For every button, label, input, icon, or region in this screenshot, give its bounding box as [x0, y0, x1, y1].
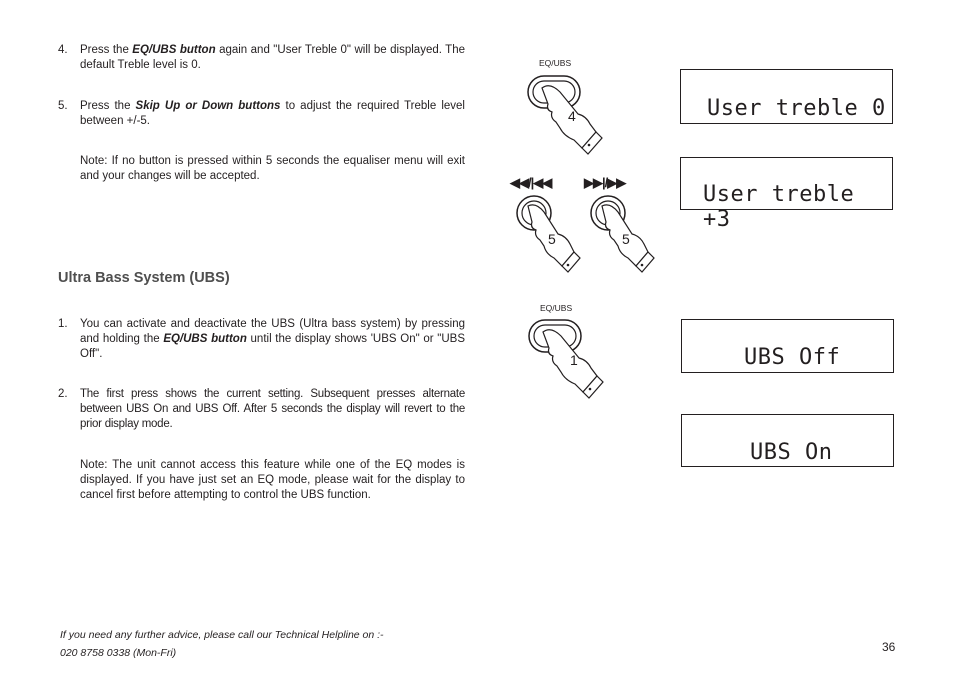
footer-helpline-text: If you need any further advice, please call our Technical Helpline on :- — [60, 629, 384, 641]
page-number: 36 — [882, 640, 896, 654]
lcd-text: UBS On — [750, 440, 833, 465]
eq-ubs-button-hand-icon — [521, 314, 611, 399]
eq-ubs-button-hand-icon — [520, 70, 610, 155]
lcd-text: User treble 0 — [707, 96, 886, 121]
note-text: Note: If no button is pressed within 5 seconds the equaliser menu will exit and your changes will be accepted. — [80, 155, 465, 183]
step-text-part: The first press shows the current setting. Subsequent presses alternate between UBS On and UBS Off. After 5 seconds the display will revert to the prior display mode. — [80, 388, 465, 431]
skip-down-label: ◀◀/|◀◀ — [510, 175, 552, 190]
step-text-part: Press the — [80, 100, 136, 112]
eq-ubs-label: EQ/UBS — [539, 58, 572, 68]
step-text-part: to adjust the required Treble level between +/-5. — [80, 100, 465, 128]
section-heading: Ultra Bass System (UBS) — [58, 270, 230, 286]
step-number-callout: 1 — [570, 352, 578, 368]
step-text — [80, 99, 465, 129]
step-text-bold: Skip Up or Down buttons — [135, 100, 281, 112]
lcd-text: UBS Off — [744, 345, 841, 370]
lcd-display — [681, 414, 894, 467]
step-number: 2. — [58, 388, 68, 400]
step-text — [80, 43, 465, 73]
step-number-callout: 5 — [622, 231, 630, 247]
step-number: 4. — [58, 44, 68, 56]
skip-up-label: ▶▶|/▶▶ — [584, 175, 626, 190]
step-text — [80, 317, 465, 363]
step-text-part: until the display shows 'UBS On" or "UBS Off". — [80, 333, 465, 361]
eq-ubs-label: EQ/UBS — [540, 303, 573, 313]
step-number: 5. — [58, 100, 68, 112]
step-text-part: Press the — [80, 44, 133, 56]
lcd-display — [681, 319, 894, 373]
lcd-display — [680, 69, 893, 124]
lcd-display — [680, 157, 893, 232]
step-text-part: again and "User Treble 0" will be displayed. The default Treble level is 0. — [80, 44, 465, 72]
note-text: Note: The unit cannot access this feature while one of the EQ modes is displayed. If you have just set an EQ mode, please wait for the display to cancel first before attempting to control the UBS function. — [80, 459, 465, 502]
step-text-part: You can activate and deactivate the UBS (Ultra bass system) by pressing and holding the — [80, 318, 465, 346]
step-number: 1. — [58, 318, 68, 330]
step-number-callout: 5 — [548, 231, 556, 247]
step-text-bold: EQ/UBS button — [132, 44, 216, 56]
step-text-bold: EQ/UBS button — [163, 333, 247, 346]
footer-phone: 020 8758 0338 (Mon-Fri) — [60, 647, 177, 659]
step-number-callout: 4 — [568, 108, 576, 124]
step-text — [80, 387, 465, 433]
lcd-text: User treble +3 — [703, 182, 855, 232]
